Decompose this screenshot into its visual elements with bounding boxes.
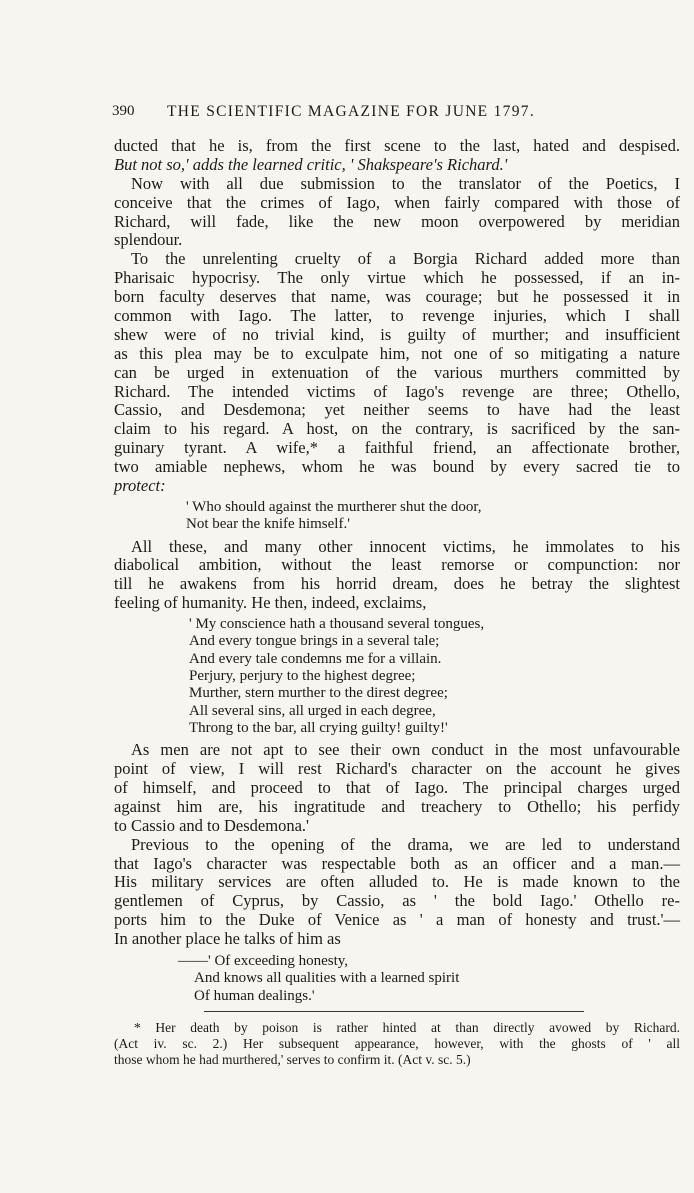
text-line: protect: <box>114 476 166 496</box>
text-line: To the unrelenting cruelty of a Borgia Richard added more than <box>131 249 680 269</box>
verse-line: And every tale condemns me for a villain. <box>189 650 442 667</box>
verse-line: Throng to the bar, all crying guilty! guilty!' <box>189 719 448 736</box>
verse-line: ——' Of exceeding honesty, <box>178 952 349 969</box>
verse-line: Perjury, perjury to the highest degree; <box>189 667 416 684</box>
page-header <box>112 103 672 127</box>
quotation-1 <box>114 499 680 534</box>
text-line: Cassio, and Desdemona; yet neither seems to have had the least <box>114 400 680 420</box>
verse-line: All several sins, all urged in each degree, <box>189 702 436 719</box>
text-line: common with Iago. The latter, to revenge injuries, which I shall <box>114 306 680 326</box>
text-line: Pharisaic hypocrisy. The only virtue which he possessed, if an in- <box>114 268 680 288</box>
footnote-rule <box>204 1011 584 1012</box>
text-line: Previous to the opening of the drama, we are led to understand <box>131 834 680 854</box>
running-title: THE SCIENTIFIC MAGAZINE FOR JUNE 1797. <box>167 103 536 120</box>
text-line: that Iago's character was respectable both as an officer and a man.— <box>114 853 680 873</box>
footnote-line: * Her death by poison is rather hinted at than directly avowed by Richard. <box>134 1019 680 1035</box>
text-line: against him are, his ingratitude and treachery to Othello; his perfidy <box>114 796 680 816</box>
text-line: In another place he talks of him as <box>114 929 341 949</box>
verse-line: Murther, stern murther to the direst degree; <box>189 685 448 702</box>
text-line: till he awakens from his horrid dream, does he betray the slightest <box>114 574 680 594</box>
text-line: guinary tyrant. A wife,* a faithful friend, an affectionate brother, <box>114 438 680 458</box>
paragraph-5 <box>114 741 680 835</box>
text-line: ports him to the Duke of Venice as ' a man of honesty and trust.'— <box>114 910 680 930</box>
footnote-line: (Act iv. sc. 2.) Her subsequent appearance, however, with the ghosts of ' all <box>114 1036 680 1052</box>
verse-line: Not bear the knife himself.' <box>186 516 350 533</box>
paragraph-2 <box>114 175 680 251</box>
verse-line: ' My conscience hath a thousand several tongues, <box>189 616 485 633</box>
text-line: Now with all due submission to the translator of the Poetics, I <box>131 173 680 193</box>
text-line: His military services are often alluded to. He is made known to the <box>114 872 680 892</box>
text-line: Richard, will fade, like the new moon overpowered by meridian <box>114 211 680 231</box>
text-line: splendour. <box>114 230 183 250</box>
paragraph-1 <box>114 137 680 175</box>
paragraph-4 <box>114 538 680 614</box>
text-line: born faculty deserves that name, was courage; but he possessed it in <box>114 287 680 307</box>
paragraph-3 <box>114 250 680 496</box>
text-line: can be urged in extenuation of the various murthers committed by <box>114 362 680 382</box>
text-line: gentlemen of Cyprus, by Cassio, as ' the bold Iago.' Othello re- <box>114 891 680 911</box>
text-line: to Cassio and to Desdemona.' <box>114 815 309 835</box>
text-line: All these, and many other innocent victims, he immolates to his <box>131 536 680 556</box>
text-line: of himself, and proceed to that of Iago. The principal charges urged <box>114 777 680 797</box>
text-line: conceive that the crimes of Iago, when fairly compared with those of <box>114 192 680 212</box>
footnote-line: those whom he had murthered,' serves to confirm it. (Act v. sc. 5.) <box>114 1052 471 1068</box>
quotation-2 <box>114 616 680 737</box>
footnote <box>114 1020 680 1069</box>
verse-line: And knows all qualities with a learned spirit <box>194 970 460 987</box>
text-line: as this plea may be to exculpate him, not one of so mitigating a nature <box>114 343 680 363</box>
text-line: claim to his regard. A host, on the contrary, is sacrificed by the san- <box>114 419 680 439</box>
text-line: feeling of humanity. He then, indeed, exclaims, <box>114 593 427 613</box>
paragraph-6 <box>114 836 680 949</box>
text-line: Richard. The intended victims of Iago's revenge are three; Othello, <box>114 381 680 401</box>
text-line: As men are not apt to see their own conduct in the most unfavourable <box>131 740 680 760</box>
verse-line: ' Who should against the murtherer shut the door, <box>186 498 482 515</box>
text-line: diabolical ambition, without the least remorse or compunction: nor <box>114 555 680 575</box>
text-line: two amiable nephews, whom he was bound by every sacred tie to <box>114 457 680 477</box>
text-line: point of view, I will rest Richard's character on the account he gives <box>114 759 680 779</box>
text-line: ducted that he is, from the first scene to the last, hated and despised. <box>114 136 680 155</box>
quotation-3 <box>114 953 680 1005</box>
text-line: But not so,' adds the learned critic, ' Shakspeare's Richard.' <box>114 154 508 174</box>
verse-line: And every tongue brings in a several tale; <box>189 633 440 650</box>
verse-line: Of human dealings.' <box>194 987 315 1004</box>
page-body <box>114 137 680 1068</box>
page-number: 390 <box>112 103 135 119</box>
text-line: shew were of no trivial kind, is guilty of murther; and insufficient <box>114 324 680 344</box>
